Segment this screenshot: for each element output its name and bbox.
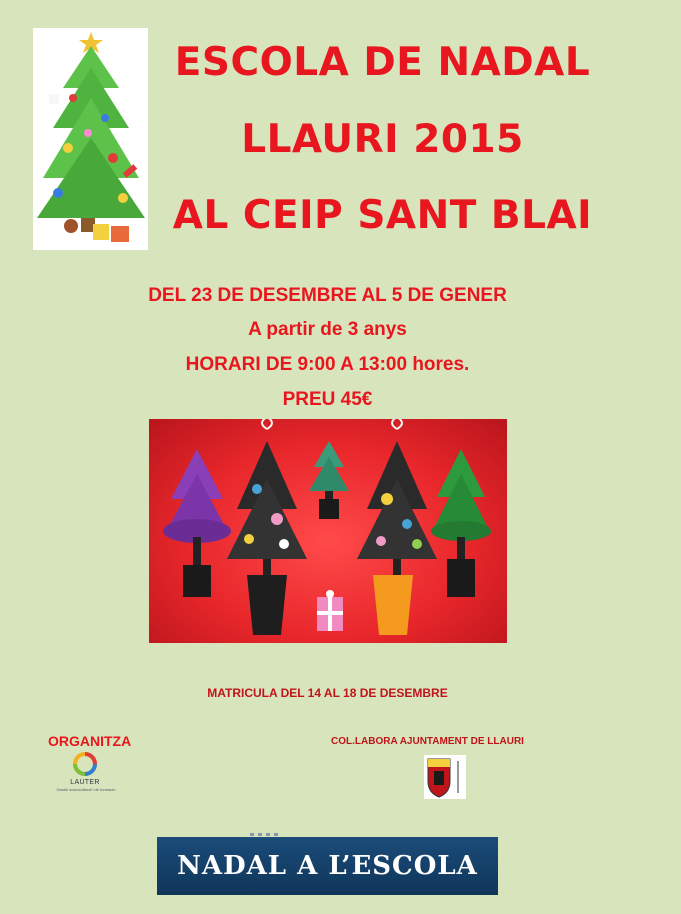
lauter-logo-tagline: Gestió sociocultural i de formació: [56, 787, 116, 792]
age-text: A partir de 3 anys: [248, 319, 407, 340]
schedule-text: HORARI DE 9:00 A 13:00 hores.: [185, 354, 470, 375]
lauter-ring-icon: [60, 750, 110, 780]
title-line-1: ESCOLA DE NADAL: [174, 40, 591, 85]
christmas-tree-photo: [33, 28, 148, 250]
dates-text: DEL 23 DE DESEMBRE AL 5 DE GENER: [148, 285, 507, 306]
banner-text: NADAL A L’ESCOLA: [177, 851, 478, 881]
title-line-2: LLAURI 2015: [241, 117, 524, 162]
price-text: PREU 45€: [282, 389, 373, 410]
collaborator-label: COL.LABORA AJUNTAMENT DE LLAURI: [331, 736, 524, 747]
nadal-escola-banner: [157, 837, 498, 895]
crest-shield-icon: [424, 755, 466, 799]
organiser-label: ORGANITZA: [48, 733, 132, 749]
tree-illustration: [33, 28, 148, 250]
trees-illustration: [149, 419, 507, 643]
lauter-logo-name: LAUTER: [70, 779, 100, 786]
enrolment-dates-text: MATRICULA DEL 14 AL 18 DE DESEMBRE: [207, 686, 448, 700]
town-council-crest: [424, 755, 466, 799]
decorated-trees-picture: [149, 419, 507, 643]
title-line-3: AL CEIP SANT BLAI: [172, 193, 593, 238]
